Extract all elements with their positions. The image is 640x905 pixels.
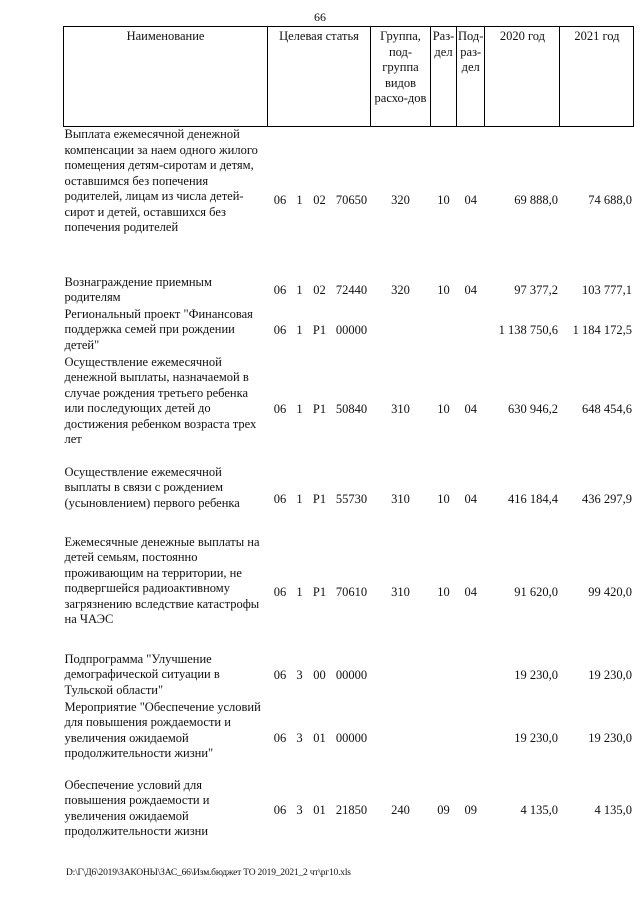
code-section-2: 1 bbox=[296, 491, 303, 506]
code-section-2: 3 bbox=[296, 667, 303, 682]
value-2020: 97 377,2 bbox=[514, 282, 558, 297]
table-row bbox=[64, 778, 634, 844]
expense-group bbox=[371, 652, 431, 700]
code-section-4: 00000 bbox=[335, 667, 368, 682]
section-code: 10 bbox=[437, 585, 450, 600]
code-section-3: P1 bbox=[312, 322, 327, 337]
section-code bbox=[431, 700, 457, 778]
value-2020: 69 888,0 bbox=[514, 193, 558, 207]
code-section-3: 01 bbox=[313, 730, 326, 745]
name: Ежемесячные денежные выплаты на детей семьям, постоянно проживающим на территории, не подвергшейся радиоактивному загрязнению вследствие катастрофы на ЧАЭС bbox=[64, 534, 260, 626]
code-section-1: 06 bbox=[273, 491, 287, 506]
header-target-article: Целевая статья bbox=[268, 27, 371, 127]
header-subsection: Под-раз-дел bbox=[457, 27, 485, 127]
code-section-1: 06 bbox=[273, 802, 287, 817]
code-section-1: 06 bbox=[273, 322, 287, 337]
subsection-code: 04 bbox=[464, 401, 477, 416]
value-2021: 4 135,0 bbox=[594, 802, 632, 817]
code-section-1: 06 bbox=[273, 401, 287, 416]
value-2021: 99 420,0 bbox=[588, 585, 632, 600]
value-2021: 19 230,0 bbox=[588, 667, 632, 682]
name: Подпрограмма "Улучшение демографической ситуации в Тульской области" bbox=[64, 651, 220, 697]
value-2020: 1 138 750,6 bbox=[498, 322, 558, 337]
code-section-3: 01 bbox=[313, 802, 326, 817]
page-number: 66 bbox=[314, 10, 326, 24]
name: Региональный проект "Финансовая поддержка семей при рождении детей" bbox=[64, 306, 253, 352]
expense-group: 320 bbox=[391, 193, 410, 207]
table-row bbox=[64, 355, 634, 465]
table-row bbox=[64, 700, 634, 778]
value-2021: 19 230,0 bbox=[588, 730, 632, 745]
header-name: Наименование bbox=[64, 27, 268, 127]
value-2021: 1 184 172,5 bbox=[572, 322, 632, 337]
code-section-4: 70650 bbox=[335, 193, 368, 207]
expense-group: 310 bbox=[391, 401, 410, 416]
code-section-2: 1 bbox=[296, 282, 303, 297]
name: Мероприятие "Обеспечение условий для повышения рождаемости и увеличения ожидаемой продолжительности жизни" bbox=[64, 699, 261, 760]
code-section-1: 06 bbox=[273, 282, 287, 297]
section-code bbox=[431, 652, 457, 700]
code-section-1: 06 bbox=[273, 730, 287, 745]
value-2021: 74 688,0 bbox=[588, 193, 632, 207]
value-2020: 416 184,4 bbox=[507, 491, 558, 506]
budget-table bbox=[63, 26, 634, 844]
code-section-2: 3 bbox=[296, 802, 303, 817]
table-row bbox=[64, 275, 634, 307]
code-section-2: 1 bbox=[296, 322, 303, 337]
table-row bbox=[64, 465, 634, 535]
code-section-3: 02 bbox=[313, 282, 326, 297]
header-2021: 2021 год bbox=[560, 27, 634, 127]
value-2020: 19 230,0 bbox=[514, 667, 558, 682]
code-section-2: 1 bbox=[296, 401, 303, 416]
code-section-4: 21850 bbox=[335, 802, 368, 817]
code-section-4: 55730 bbox=[335, 491, 368, 506]
name: Выплата ежемесячной денежной компенсации за наем одного жилого помещения детям-сиротам и детям, оставшимся без попечения родителей, лицам из числа детей-сирот и детей, оставшихся без попечения родителей bbox=[64, 127, 258, 234]
section-code: 10 bbox=[437, 401, 450, 416]
code-section-1: 06 bbox=[273, 667, 287, 682]
section-code: 09 bbox=[437, 802, 450, 817]
code-section-4: 00000 bbox=[335, 322, 368, 337]
code-section-2: 3 bbox=[296, 730, 303, 745]
expense-group: 310 bbox=[391, 491, 410, 506]
value-2021: 648 454,6 bbox=[581, 401, 632, 416]
subsection-code: 09 bbox=[464, 802, 477, 817]
expense-group: 240 bbox=[391, 802, 410, 817]
subsection-code bbox=[457, 700, 485, 778]
value-2021: 103 777,1 bbox=[581, 282, 632, 297]
header-expense-group: Группа, под-группа видов расхо-дов bbox=[371, 27, 431, 127]
section-code: 10 bbox=[437, 491, 450, 506]
code-section-2: 1 bbox=[296, 585, 303, 600]
subsection-code: 04 bbox=[464, 282, 477, 297]
code-section-1: 06 bbox=[273, 193, 287, 207]
expense-group bbox=[371, 307, 431, 355]
table-row bbox=[64, 652, 634, 700]
table-row bbox=[64, 307, 634, 355]
table-row bbox=[64, 127, 634, 275]
subsection-code bbox=[457, 652, 485, 700]
section-code bbox=[431, 307, 457, 355]
value-2020: 91 620,0 bbox=[514, 585, 558, 600]
code-section-4: 00000 bbox=[335, 730, 368, 745]
code-section-3: P1 bbox=[312, 585, 327, 600]
value-2020: 630 946,2 bbox=[507, 401, 558, 416]
table-row bbox=[64, 535, 634, 652]
name: Осуществление ежемесячной выплаты в связи с рождением (усыновлением) первого ребенка bbox=[64, 464, 240, 510]
subsection-code: 04 bbox=[464, 585, 477, 600]
expense-group: 320 bbox=[391, 282, 410, 297]
expense-group: 310 bbox=[391, 585, 410, 600]
code-section-3: 02 bbox=[313, 193, 326, 207]
value-2020: 4 135,0 bbox=[520, 802, 558, 817]
code-section-4: 72440 bbox=[335, 282, 368, 297]
name: Вознаграждение приемным родителям bbox=[64, 274, 212, 304]
section-code: 10 bbox=[437, 193, 450, 207]
code-section-3: 00 bbox=[313, 667, 326, 682]
code-section-3: P1 bbox=[312, 401, 327, 416]
value-2021: 436 297,9 bbox=[581, 491, 632, 506]
code-section-4: 70610 bbox=[335, 585, 368, 600]
name: Осуществление ежемесячной денежной выплаты, назначаемой в случае рождения третьего ребенка или последующих детей до достижения ребенком возраста трех лет bbox=[64, 354, 257, 446]
header-2020: 2020 год bbox=[485, 27, 560, 127]
expense-group bbox=[371, 700, 431, 778]
value-2020: 19 230,0 bbox=[514, 730, 558, 745]
section-code: 10 bbox=[437, 282, 450, 297]
name: Обеспечение условий для повышения рождаемости и увеличения ожидаемой продолжительности жизни bbox=[64, 777, 210, 838]
code-section-1: 06 bbox=[273, 585, 287, 600]
subsection-code: 04 bbox=[464, 491, 477, 506]
code-section-3: P1 bbox=[312, 491, 327, 506]
file-path-footer: D:\Г\Д6\2019\ЗАКОНЫ\ЗАС_66\Изм.бюджет ТО 2019_2021_2 чт\рг10.xls bbox=[66, 868, 351, 878]
subsection-code: 04 bbox=[464, 193, 477, 207]
code-section-4: 50840 bbox=[335, 401, 368, 416]
subsection-code bbox=[457, 307, 485, 355]
code-section-2: 1 bbox=[296, 193, 303, 207]
header-section: Раз-дел bbox=[431, 27, 457, 127]
